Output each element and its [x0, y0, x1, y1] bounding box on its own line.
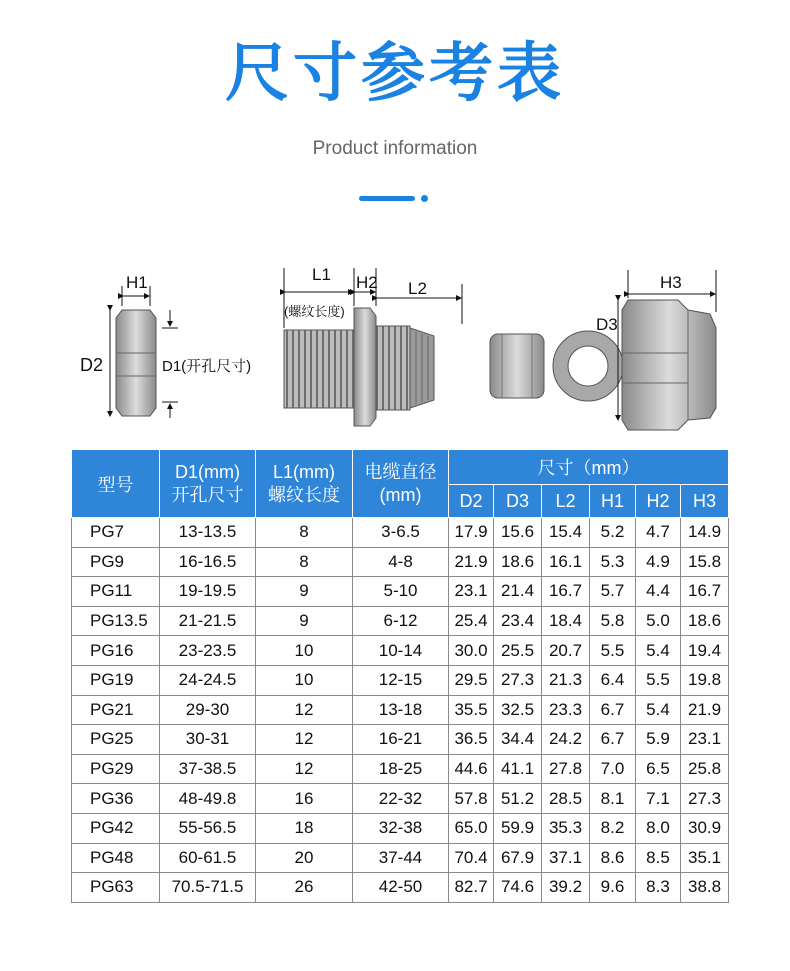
table-cell: 30.0: [449, 636, 494, 666]
table-cell: 67.9: [494, 843, 542, 873]
cell-model: PG9: [72, 547, 160, 577]
table-cell: 29-30: [160, 695, 256, 725]
header-d2: D2: [449, 485, 494, 518]
size-reference-table: [71, 449, 729, 903]
label-d2: D2: [80, 355, 104, 375]
header-cable-line2: (mm): [379, 484, 422, 505]
table-row: [72, 813, 729, 843]
table-cell: 5.8: [590, 606, 636, 636]
table-cell: 3-6.5: [353, 518, 449, 548]
cell-model: PG36: [72, 784, 160, 814]
table-cell: 4.7: [636, 518, 681, 548]
table-cell: 21.3: [542, 665, 590, 695]
table-cell: 34.4: [494, 725, 542, 755]
table-cell: 10: [256, 636, 353, 666]
table-cell: 70.4: [449, 843, 494, 873]
ring-drawing: [553, 331, 623, 401]
table-cell: 30.9: [681, 813, 729, 843]
table-cell: 25.8: [681, 754, 729, 784]
header-l1-line1: L1(mm): [273, 461, 335, 482]
table-cell: 39.2: [542, 873, 590, 903]
table-cell: 24-24.5: [160, 665, 256, 695]
table-cell: 5.4: [636, 636, 681, 666]
header-size-group: 尺寸（mm）: [449, 450, 729, 485]
table-cell: 27.3: [681, 784, 729, 814]
table-cell: 19.8: [681, 665, 729, 695]
table-cell: 12-15: [353, 665, 449, 695]
table-cell: 5.2: [590, 518, 636, 548]
table-cell: 41.1: [494, 754, 542, 784]
table-cell: 27.3: [494, 665, 542, 695]
decorative-divider: [359, 196, 415, 201]
table-cell: 51.2: [494, 784, 542, 814]
cell-model: PG48: [72, 843, 160, 873]
cell-model: PG7: [72, 518, 160, 548]
table-cell: 18.4: [542, 606, 590, 636]
header-cable-line1: 电缆直径: [364, 461, 437, 482]
table-cell: 5.7: [590, 577, 636, 607]
table-cell: 19-19.5: [160, 577, 256, 607]
table-cell: 15.4: [542, 518, 590, 548]
seal-drawing: [490, 334, 544, 398]
table-cell: 37.1: [542, 843, 590, 873]
table-cell: 5.4: [636, 695, 681, 725]
label-h3: H3: [660, 273, 682, 292]
table-cell: 7.0: [590, 754, 636, 784]
table-cell: 70.5-71.5: [160, 873, 256, 903]
header-l1-line2: 螺纹长度: [268, 484, 340, 505]
table-cell: 6.5: [636, 754, 681, 784]
header-d1-line2: 开孔尺寸: [171, 484, 244, 505]
table-cell: 5-10: [353, 577, 449, 607]
dimension-diagram: [70, 258, 730, 438]
table-cell: 27.8: [542, 754, 590, 784]
table-cell: 8.1: [590, 784, 636, 814]
table-cell: 57.8: [449, 784, 494, 814]
label-l1-note: (螺纹长度): [284, 304, 345, 319]
table-cell: 8.5: [636, 843, 681, 873]
table-row: [72, 636, 729, 666]
table-cell: 8.0: [636, 813, 681, 843]
table-cell: 16-16.5: [160, 547, 256, 577]
table-cell: 5.5: [590, 636, 636, 666]
label-h1-nut: H1: [126, 273, 148, 292]
table-cell: 23.4: [494, 606, 542, 636]
cell-model: PG21: [72, 695, 160, 725]
table-cell: 8: [256, 547, 353, 577]
table-cell: 10-14: [353, 636, 449, 666]
table-cell: 21-21.5: [160, 606, 256, 636]
table-cell: 12: [256, 754, 353, 784]
table-row: [72, 606, 729, 636]
table-cell: 8: [256, 518, 353, 548]
table-cell: 5.0: [636, 606, 681, 636]
table-cell: 65.0: [449, 813, 494, 843]
table-cell: 4.4: [636, 577, 681, 607]
label-d1: D1(开孔尺寸): [162, 358, 252, 375]
table-row: [72, 518, 729, 548]
table-cell: 20.7: [542, 636, 590, 666]
table-cell: 6.7: [590, 725, 636, 755]
table-cell: 15.8: [681, 547, 729, 577]
table-cell: 48-49.8: [160, 784, 256, 814]
table-cell: 60-61.5: [160, 843, 256, 873]
cell-model: PG63: [72, 873, 160, 903]
table-cell: 4.9: [636, 547, 681, 577]
table-cell: 17.9: [449, 518, 494, 548]
table-cell: 8.3: [636, 873, 681, 903]
table-cell: 13-18: [353, 695, 449, 725]
table-cell: 21.9: [449, 547, 494, 577]
table-cell: 74.6: [494, 873, 542, 903]
table-cell: 5.9: [636, 725, 681, 755]
page-title: 尺寸参考表: [225, 37, 565, 111]
label-l2: L2: [408, 279, 427, 298]
table-cell: 32.5: [494, 695, 542, 725]
cell-model: PG19: [72, 665, 160, 695]
table-cell: 14.9: [681, 518, 729, 548]
header-d1-line1: D1(mm): [175, 461, 240, 482]
header-h2: H2: [636, 485, 681, 518]
table-cell: 42-50: [353, 873, 449, 903]
table-cell: 32-38: [353, 813, 449, 843]
table-cell: 35.3: [542, 813, 590, 843]
header-h3: H3: [681, 485, 729, 518]
table-cell: 6.7: [590, 695, 636, 725]
table-cell: 6.4: [590, 665, 636, 695]
label-h2: H2: [356, 273, 378, 292]
table-cell: 21.4: [494, 577, 542, 607]
header-d1: [160, 450, 256, 518]
table-cell: 16: [256, 784, 353, 814]
table-row: [72, 695, 729, 725]
table-row: [72, 873, 729, 903]
table-cell: 26: [256, 873, 353, 903]
table-row: [72, 754, 729, 784]
table-cell: 37-38.5: [160, 754, 256, 784]
table-cell: 23-23.5: [160, 636, 256, 666]
table-cell: 8.6: [590, 843, 636, 873]
table-cell: 7.1: [636, 784, 681, 814]
label-d3: D3: [596, 315, 618, 334]
table-cell: 4-8: [353, 547, 449, 577]
table-cell: 22-32: [353, 784, 449, 814]
table-row: [72, 577, 729, 607]
table-cell: 55-56.5: [160, 813, 256, 843]
table-row: [72, 784, 729, 814]
table-row: [72, 547, 729, 577]
table-cell: 18: [256, 813, 353, 843]
table-row: [72, 725, 729, 755]
label-l1: L1: [312, 265, 331, 284]
table-cell: 23.3: [542, 695, 590, 725]
table-cell: 37-44: [353, 843, 449, 873]
table-cell: 13-13.5: [160, 518, 256, 548]
table-cell: 19.4: [681, 636, 729, 666]
decorative-dot: [421, 195, 428, 202]
cell-model: PG11: [72, 577, 160, 607]
table-cell: 30-31: [160, 725, 256, 755]
cell-model: PG25: [72, 725, 160, 755]
table-cell: 6-12: [353, 606, 449, 636]
table-cell: 21.9: [681, 695, 729, 725]
cell-model: PG13.5: [72, 606, 160, 636]
table-cell: 29.5: [449, 665, 494, 695]
table-cell: 16-21: [353, 725, 449, 755]
header-d3: D3: [494, 485, 542, 518]
table-cell: 16.7: [542, 577, 590, 607]
table-cell: 18.6: [681, 606, 729, 636]
table-cell: 16.1: [542, 547, 590, 577]
page-subtitle: Product information: [312, 138, 478, 159]
table-cell: 18.6: [494, 547, 542, 577]
table-cell: 25.4: [449, 606, 494, 636]
gland-body-drawing: [284, 265, 462, 426]
nut-drawing: [80, 273, 251, 418]
cell-model: PG16: [72, 636, 160, 666]
table-cell: 8.2: [590, 813, 636, 843]
table-cell: 16.7: [681, 577, 729, 607]
table-cell: 5.5: [636, 665, 681, 695]
table-cell: 38.8: [681, 873, 729, 903]
table-row: [72, 843, 729, 873]
header-l2: L2: [542, 485, 590, 518]
header-cable: [353, 450, 449, 518]
table-row: [72, 665, 729, 695]
table-cell: 9: [256, 606, 353, 636]
table-cell: 5.3: [590, 547, 636, 577]
table-cell: 12: [256, 725, 353, 755]
table-cell: 18-25: [353, 754, 449, 784]
header-l1: [256, 450, 353, 518]
table-cell: 15.6: [494, 518, 542, 548]
table-cell: 25.5: [494, 636, 542, 666]
table-cell: 44.6: [449, 754, 494, 784]
header-model: 型号: [72, 450, 160, 518]
table-cell: 23.1: [681, 725, 729, 755]
table-cell: 12: [256, 695, 353, 725]
table-cell: 59.9: [494, 813, 542, 843]
table-cell: 9: [256, 577, 353, 607]
header-h1: H1: [590, 485, 636, 518]
table-cell: 20: [256, 843, 353, 873]
table-cell: 35.5: [449, 695, 494, 725]
table-body: [72, 518, 729, 903]
cell-model: PG42: [72, 813, 160, 843]
cell-model: PG29: [72, 754, 160, 784]
table-cell: 35.1: [681, 843, 729, 873]
table-cell: 9.6: [590, 873, 636, 903]
table-cell: 36.5: [449, 725, 494, 755]
table-cell: 28.5: [542, 784, 590, 814]
table-cell: 10: [256, 665, 353, 695]
table-cell: 82.7: [449, 873, 494, 903]
table-cell: 24.2: [542, 725, 590, 755]
table-cell: 23.1: [449, 577, 494, 607]
